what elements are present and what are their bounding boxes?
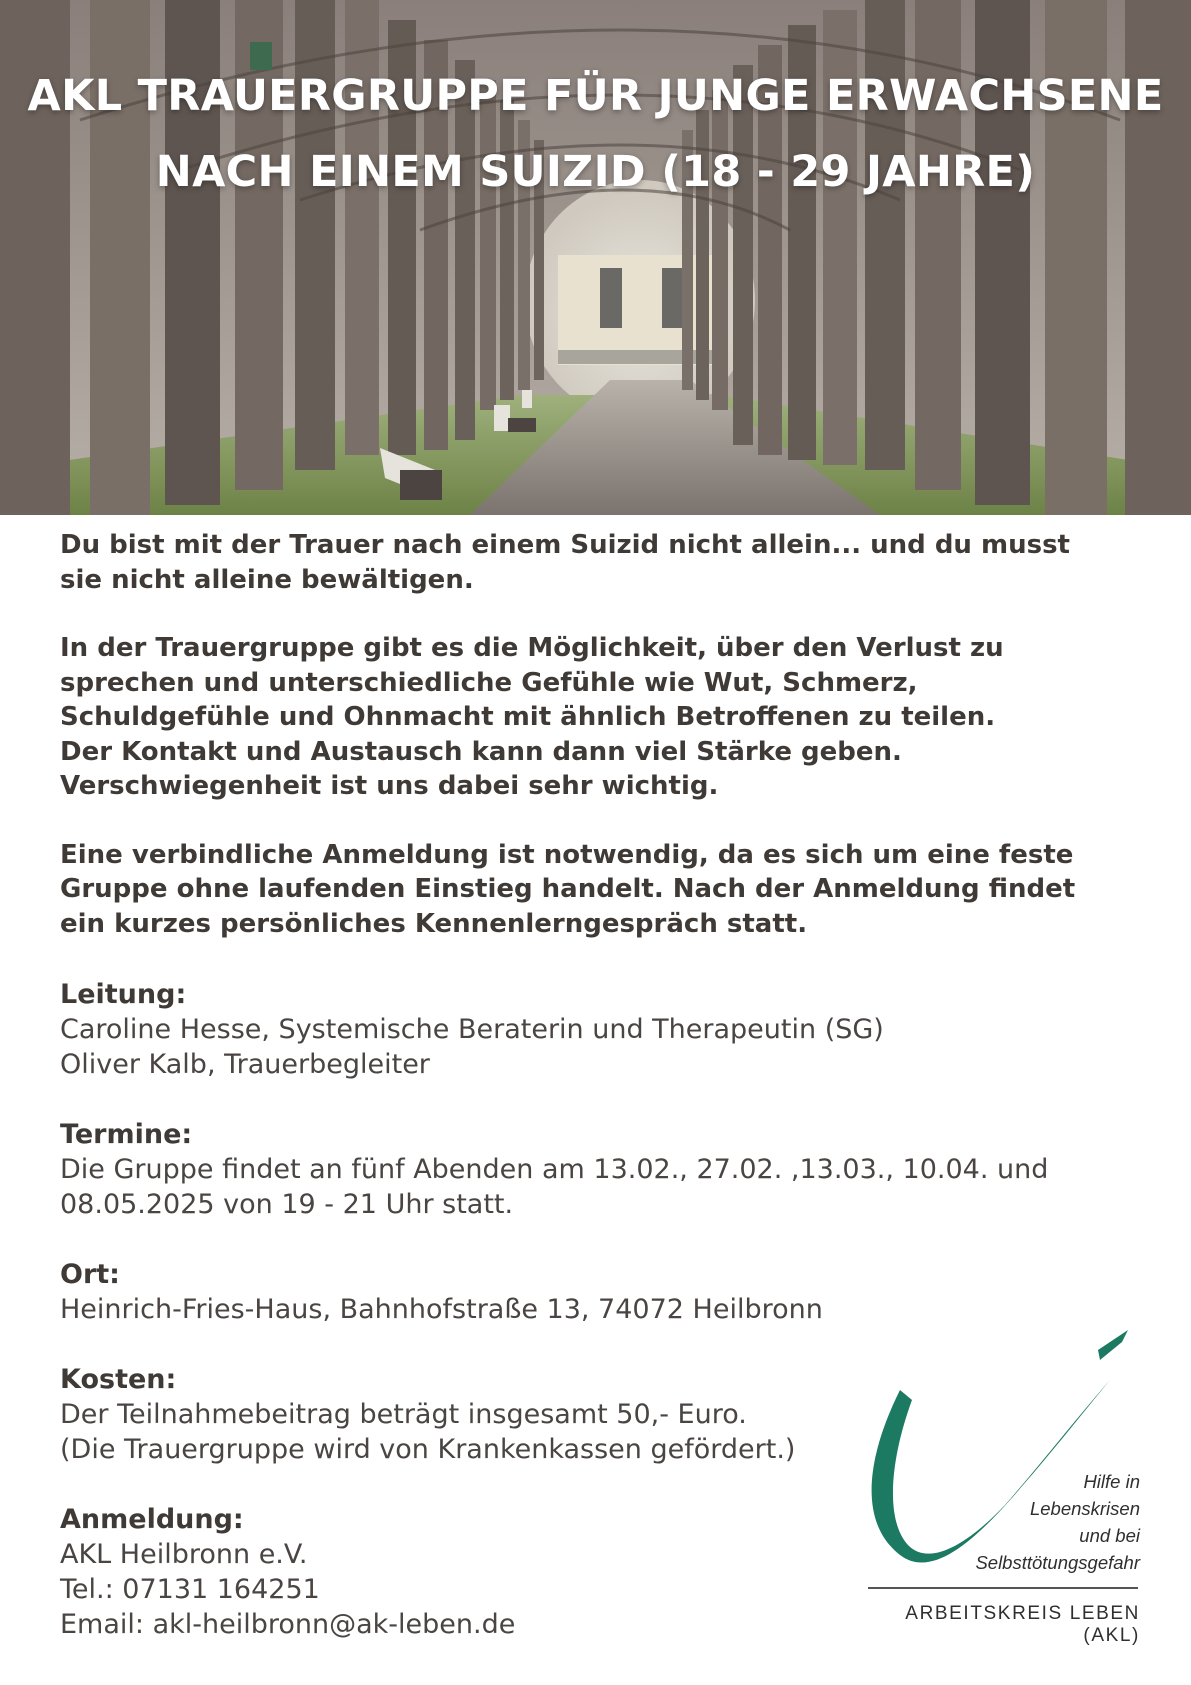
section-line: Die Gruppe findet an fünf Abenden am 13.02., 27.02. ,13.03., 10.04. und [60,1154,1049,1185]
section-line: Heinrich-Fries-Haus, Bahnhofstraße 13, 74072 Heilbronn [60,1294,823,1325]
title-line-2: NACH EINEM SUIZID (18 - 29 JAHRE) [155,147,1036,197]
section-line: Oliver Kalb, Trauerbegleiter [60,1049,430,1080]
title-line-1: AKL TRAUERGRUPPE FÜR JUNGE ERWACHSENE [27,71,1164,121]
intro-line: Eine verbindliche Anmeldung ist notwendig, da es sich um eine feste [60,839,1074,870]
section-heading: Anmeldung: [60,1504,244,1535]
section-line: Der Teilnahmebeitrag beträgt insgesamt 50,- Euro. [60,1399,747,1430]
section-heading: Kosten: [60,1364,177,1395]
section-body [60,1152,1120,1222]
intro-line: In der Trauergruppe gibt es die Möglichkeit, über den Verlust zu [60,633,1004,663]
akl-logo [860,1330,1140,1646]
contact-email: Email: akl-heilbronn@ak-leben.de [60,1609,516,1640]
section-termine [60,1117,1120,1222]
tagline-line: Hilfe in [1083,1471,1140,1492]
intro-paragraph-1 [60,528,1120,597]
page-title [0,58,1191,210]
tagline-line: und bei [1079,1525,1140,1546]
intro-line: Der Kontakt und Austausch kann dann viel Stärke geben. [60,736,902,767]
section-leitung [60,977,1120,1082]
tagline-line: Lebenskrisen [1029,1498,1140,1519]
section-ort [60,1257,1120,1327]
section-heading: Leitung: [60,979,187,1010]
section-line: 08.05.2025 von 19 - 21 Uhr statt. [60,1189,514,1220]
section-body [60,1292,1120,1327]
section-heading: Termine: [60,1119,193,1150]
contact-org: AKL Heilbronn e.V. [60,1539,308,1570]
intro-paragraph-3 [60,838,1120,942]
intro-line: Schuldgefühle und Ohnmacht mit ähnlich Betroffenen zu teilen. [60,702,996,732]
section-body [60,1012,1120,1082]
section-heading: Ort: [60,1259,120,1290]
intro-line: sie nicht alleine bewältigen. [60,564,474,595]
intro-line: ein kurzes persönliches Kennenlerngespräch statt. [60,908,808,939]
hero-photo [0,0,1191,515]
logo-divider [868,1587,1138,1589]
tagline-line: Selbsttötungsgefahr [975,1552,1140,1573]
intro-line: sprechen und unterschiedliche Gefühle wie Wut, Schmerz, [60,667,918,698]
section-line: Caroline Hesse, Systemische Beraterin und Therapeutin (SG) [60,1014,884,1045]
intro-line: Verschwiegenheit ist uns dabei sehr wichtig. [60,771,719,801]
intro-line: Gruppe ohne laufenden Einstieg handelt. Nach der Anmeldung findet [60,874,1076,904]
intro-paragraph-2 [60,631,1120,804]
logo-org-name: ARBEITSKREIS LEBEN (AKL) [905,1603,1140,1646]
contact-phone: Tel.: 07131 164251 [60,1574,320,1605]
intro-line: Du bist mit der Trauer nach einem Suizid nicht allein... und du musst [60,530,1070,560]
section-line: (Die Trauergruppe wird von Krankenkassen gefördert.) [60,1434,796,1465]
logo-tagline [975,1468,1140,1576]
